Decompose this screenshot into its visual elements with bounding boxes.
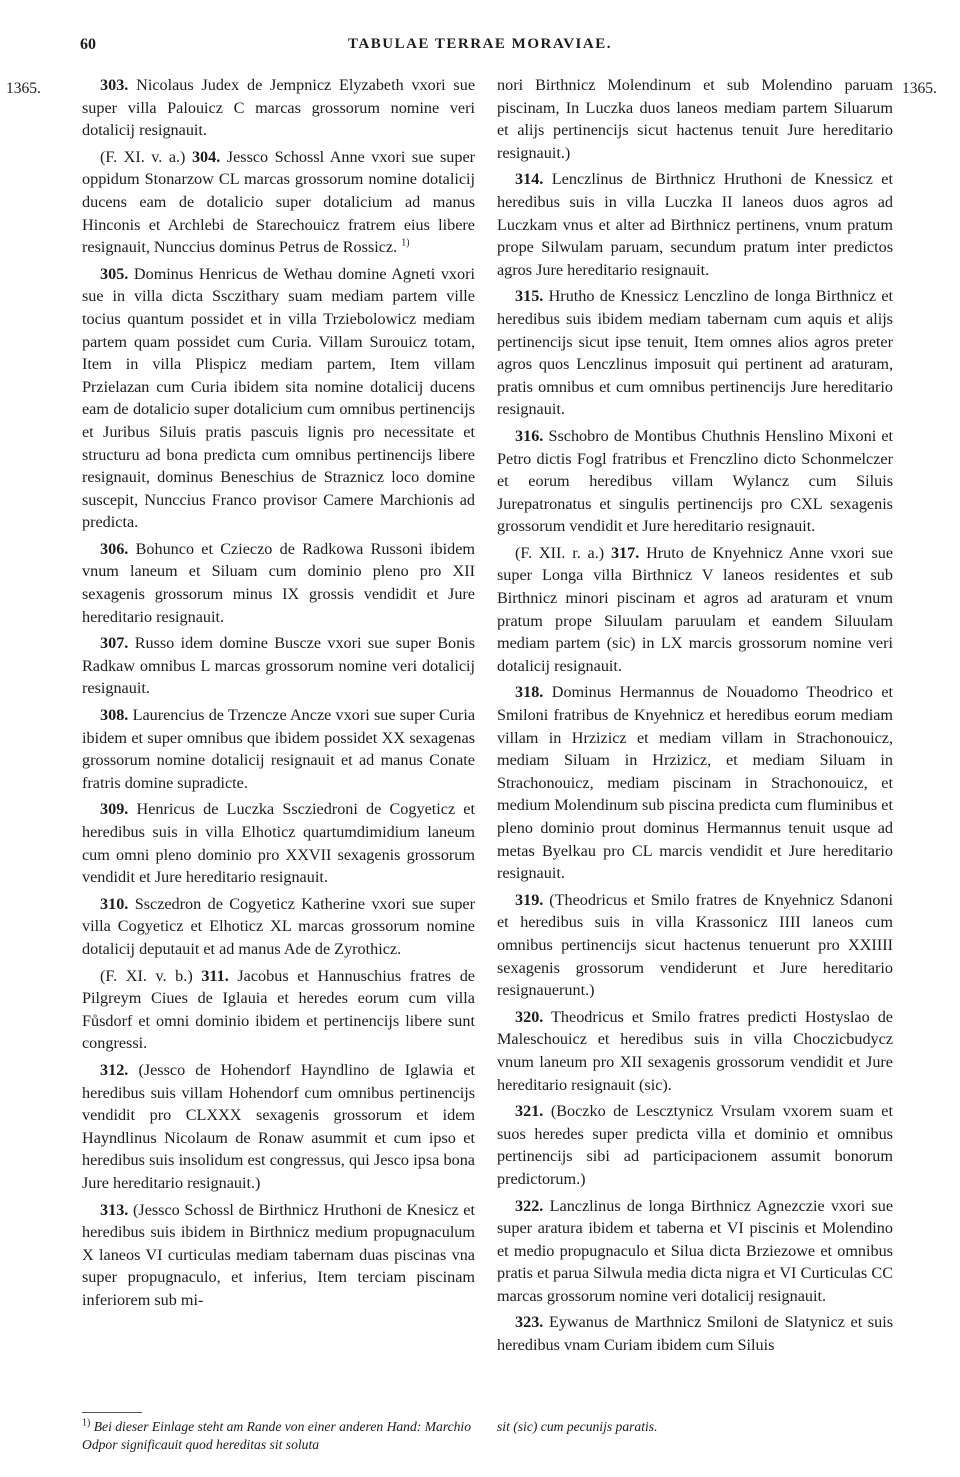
entry-paragraph: [82, 263, 475, 534]
entry-text: (Boczko de Lescztynicz Vrsulam vxorem suam et suos heredes super predicta villa et dominio et omnibus pertinencijs sibi ad participacionem assumit bonorum predictorum.): [497, 1102, 893, 1188]
entry-text: Hruto de Knyehnicz Anne vxori sue super Longa villa Birthnicz V laneos residentes et sub Birthnicz minori piscinam et agros ad araturam et vnum pratum prope Siluulam paruulam et eandem Siluulam mediam partem (sic) in LX marcis grossorum nomine veri dotalicij resignauit.: [497, 543, 894, 675]
entry-paragraph: [497, 681, 893, 884]
entry-number: 315.: [515, 287, 544, 306]
running-title: TABULAE TERRAE MORAVIAE.: [348, 36, 612, 52]
entry-paragraph: [497, 285, 893, 421]
entry-number: 306.: [100, 539, 129, 558]
margin-year-right: 1365.: [902, 80, 937, 97]
entry-text: (Jessco Schossl de Birthnicz Hruthoni de Knesicz et heredibus suis ibidem in Birthnicz medium propugnaculum X laneos VI curticulas mediam tabernam duas piscinas vna super propugnaculo, et inferius, Item terciam piscinam inferiorem sub mi-: [82, 1200, 475, 1309]
entry-paragraph: [82, 798, 475, 888]
entry-text: Lanczlinus de longa Birthnicz Agnezczie vxori sue super aratura ibidem et taberna et VI piscinis et Molendino et medio propugnaculo et Silua dicta Brziezowe et omnibus pratis et parua Silwula media dicta nigra et VI Curticulas CC marcas grossorum nomine veri dotalicij resignauit.: [497, 1196, 894, 1305]
entry-number: 313.: [100, 1200, 129, 1219]
entry-text: Dominus Henricus de Wethau domine Agneti vxori sue in villa dicta Ssczithary suam mediam partem ville tocius quantum possidet et in villa Trziebolowicz mediam partem quam possidet cum Curia. Villam Surouicz totam, Item in villa Plispicz mediam partem, Item villam Przielazan cum Curia ibidem sita nomine dotalicij ducens eam de dotalicio super dotalicium cum omnibus pertinencijs et Juribus Siluis pratis pascuis lignis pro necessitate et structuru ad bona predicta cum omnibus pertinencijs libere resignauit, dominus Beneschius de Straznicz loco domine suscepit, Nunccius Franco provisor Camere Marchionis ad predicta.: [82, 264, 476, 532]
entry-paragraph: [497, 1195, 893, 1308]
entry-number: 320.: [515, 1007, 544, 1026]
footnote-reference: 1): [401, 237, 410, 249]
entry-paragraph: [497, 168, 893, 281]
entry-paragraph: [497, 1100, 893, 1190]
entry-paragraph: [82, 893, 475, 961]
entry-number: 305.: [100, 264, 129, 283]
entry-number: 323.: [515, 1313, 544, 1332]
entry-text: nori Birthnicz Molendinum et sub Molendino paruam piscinam, In Luczka duos laneos mediam partem Siluarum et alijs pertinencijs sicut hactenus tenuit Jure hereditario resignauit.): [497, 76, 893, 162]
entry-number: 304.: [191, 147, 221, 166]
footnote-divider: [82, 1412, 142, 1413]
entry-text: Bohunco et Czieczo de Radkowa Russoni ibidem vnum laneum et Siluam cum dominio pleno pro XII sexagenis grossorum minus IX grossis vendidit et Jure hereditario resignauit.: [82, 539, 475, 626]
entry-number: 314.: [515, 170, 544, 189]
entry-paragraph: [82, 74, 475, 142]
entry-text: Russo idem domine Buscze vxori sue super Bonis Radkaw omnibus L marcas grossorum nomine veri dotalicij resignauit.: [82, 634, 476, 698]
entry-text: Nicolaus Judex de Jempnicz Elyzabeth vxori sue super villa Palouicz C marcas grossorum nomine veri dotalicij resignauit.: [82, 76, 476, 140]
entry-paragraph: [82, 965, 475, 1055]
entry-number: 316.: [515, 426, 544, 445]
entry-text: Ssczedron de Cogyeticz Katherine vxori sue super villa Cogyeticz et Elhoticz XL marcas grossorum nomine dotalicij deputauit et ad manus Ade de Zyrothicz.: [82, 894, 476, 958]
entry-paragraph: [497, 542, 893, 678]
entry-text: (Theodricus et Smilo fratres de Knyehnicz Sdanoni et heredibus suis in villa Krassonicz IIII laneos cum omnibus pertinencijs sicut hactenus tenuerunt pro XXIIII sexagenis grossorum vendiderunt et Jure hereditario resignauerunt.): [497, 890, 894, 1000]
left-column: [82, 74, 475, 1315]
folio-reference: (F. XI. v. a.): [100, 147, 186, 166]
entry-paragraph: [497, 425, 893, 538]
footnote-right-text: sit (sic) cum pecunijs paratis.: [497, 1419, 658, 1434]
entry-number: 317.: [610, 543, 640, 562]
entry-paragraph: [82, 538, 475, 628]
entry-text: Henricus de Luczka Sscziedroni de Cogyeticz et heredibus suis in villa Elhoticz quartumdimidium laneum cum omni pleno dominio pro XXVII sexagenis grossorum vendidit et Jure hereditario resignauit.: [82, 800, 475, 887]
entry-number: 312.: [100, 1060, 129, 1079]
entry-number: 307.: [100, 634, 129, 653]
entry-number: 319.: [515, 890, 544, 909]
entry-number: 303.: [100, 76, 129, 94]
entry-paragraph: [497, 74, 893, 164]
entry-number: 321.: [515, 1102, 544, 1121]
page-header: [0, 36, 960, 60]
footnote-mark: 1): [82, 1417, 91, 1429]
entry-paragraph: [497, 1311, 893, 1356]
entry-paragraph: [497, 889, 893, 1002]
entry-text: Laurencius de Trzencze Ancze vxori sue super Curia ibidem et super omnibus que ibidem possidet XX sexagenas grossorum nomine dotalicij resignauit et ad manus Conate fratris domine supradicte.: [82, 706, 476, 792]
entry-paragraph: [82, 1059, 475, 1195]
entry-paragraph: [82, 704, 475, 794]
entry-text: Hrutho de Knessicz Lenczlino de longa Birthnicz et heredibus suis ibidem mediam tabernam cum aquis et alijs pertinencijs sicut ipse tenuit, Item omnes alios agros preter agros quos Lenczlinus imposuit qui pertinent ad araturam, pratis omnibus et cum omnibus pertinencijs Jure hereditario resignauit.: [497, 287, 894, 419]
entry-text: Jacobus et Hannuschius fratres de Pilgreym Ciues de Iglauia et heredes eorum cum villa Fůsdorf et omni dominio ibidem et pertinencijs libere sunt congressi.: [82, 966, 475, 1053]
entry-text: Jessco Schossl Anne vxori sue super oppidum Stonarzow CL marcas grossorum nomine dotalicij ducens eam de dotalicio super dotalicium ad manus Hinconis et Archlebi de Starechouicz fratrem eius libere resignauit, Nunccius dominus Petrus de Rossicz.: [82, 147, 476, 257]
entry-number: 309.: [100, 800, 129, 819]
entry-paragraph: [82, 146, 475, 259]
entry-paragraph: [497, 1006, 893, 1096]
entry-number: 308.: [100, 706, 129, 725]
footnote-left-text: Bei dieser Einlage steht am Rande von einer anderen Hand: Marchio Odpor significauit quod hereditas sit soluta: [82, 1419, 472, 1452]
right-column: [497, 74, 893, 1361]
folio-reference: (F. XII. r. a.): [515, 543, 605, 562]
entry-text: (Jessco de Hohendorf Hayndlino de Iglawia et heredibus suis villam Hohendorf cum omnibus pertinencijs vendidit pro CLXXX sexagenis grossorum et idem Hayndlinus Nicolaum de Ronaw asummit et cum ipso et heredibus suis insolidum est congressus, qui Jesco ipsa bona Jure hereditario resignauit.): [82, 1060, 476, 1192]
page-number: 60: [80, 36, 96, 53]
entry-text: Dominus Hermannus de Nouadomo Theodrico et Smiloni fratribus de Knyehnicz et heredibus eorum mediam villam in Hrzizicz et mediam villam in Strachonouicz, mediam Siluam in Hrzizicz, et mediam Siluam in Strachonouicz, mediam piscinam in Strachonouicz, et medium Molendinum sub piscina predicta cum fluminibus et pleno dominio prout dominus Hermannus tenuit usque ad metas Byelkau pro CL marcis vendidit et Jure hereditario resignauit.: [497, 683, 894, 883]
entry-paragraph: [82, 1199, 475, 1312]
entry-number: 318.: [515, 683, 544, 702]
entry-number: 322.: [515, 1196, 544, 1215]
margin-year-left: 1365.: [6, 80, 41, 97]
entry-paragraph: [82, 632, 475, 700]
entry-text: Lenczlinus de Birthnicz Hruthoni de Knessicz et heredibus suis in villa Luczka II laneos duos agros ad Luczkam vnus et alter ad Birthnicz pertinens, vnum pratum prope Silwulam paruam, secundum pratum inter predictos agros Jure hereditario resignauit.: [497, 170, 893, 279]
entry-number: 310.: [100, 894, 129, 913]
footnote-left: [82, 1418, 482, 1454]
entry-number: 311.: [201, 966, 229, 985]
entry-text: Theodricus et Smilo fratres predicti Hostyslao de Maleschouicz et heredibus suis in villa Choczicbudycz vnum laneum pro XII sexagenis grossorum vendidit et Jure hereditario resignauit (sic).: [497, 1007, 893, 1094]
folio-reference: (F. XI. v. b.): [100, 966, 193, 985]
entry-text: Eywanus de Marthnicz Smiloni de Slatynicz et suis heredibus vnam Curiam ibidem cum Siluis: [497, 1313, 893, 1355]
entry-text: Sschobro de Montibus Chuthnis Henslino Mixoni et Petro dictis Fogl fratribus et Frenczlino dicto Schonmelczer et eorum heredibus villam Wylancz cum Siluis Jurepatronatus et singulis pertinencijs pro CXL sexagenis grossorum vendidit et Jure hereditario resignauit.: [497, 426, 893, 536]
footnote-right: [497, 1418, 893, 1436]
